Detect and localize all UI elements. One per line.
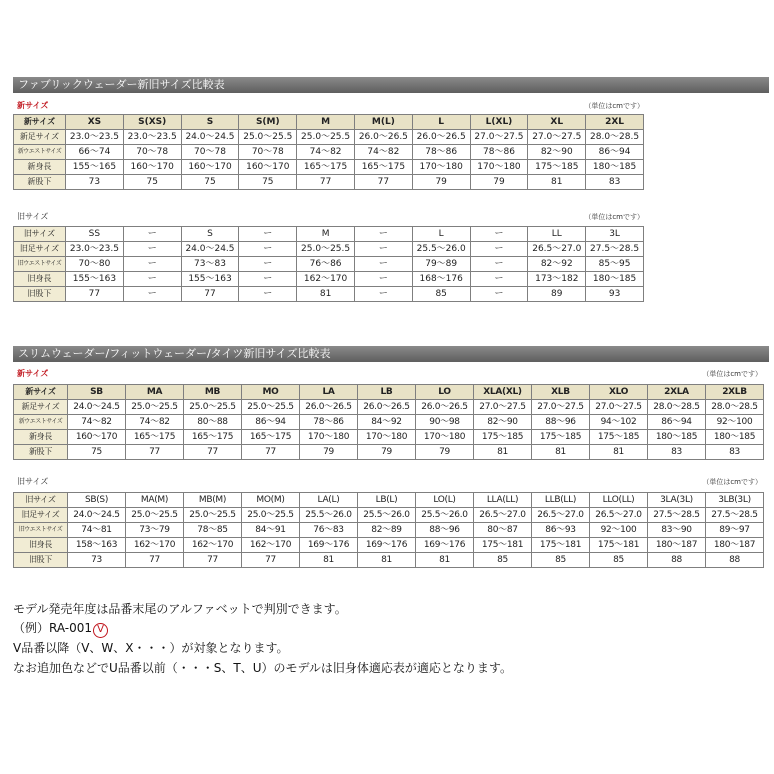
size-value-cell: 180～185 <box>706 430 764 445</box>
size-value-cell: 76～86 <box>297 257 355 272</box>
fabric-section-title: ファブリックウェーダー新旧サイズ比較表 <box>13 77 769 93</box>
size-value-cell: 175～185 <box>590 430 648 445</box>
size-value-cell: 28.0～28.5 <box>706 400 764 415</box>
size-value-cell: 77 <box>181 287 239 302</box>
size-value-cell: 175～185 <box>528 160 586 175</box>
size-value-cell: 155～165 <box>66 160 124 175</box>
size-value-cell: ー <box>123 287 181 302</box>
table-row <box>14 445 764 460</box>
size-value-cell: 74～82 <box>68 415 126 430</box>
row-label: 新身長 <box>14 430 68 445</box>
size-header-cell: LB(L) <box>358 493 416 508</box>
size-header-cell: SS <box>66 227 124 242</box>
size-value-cell: 170～180 <box>300 430 358 445</box>
row-label: 新ウエストサイズ <box>14 145 66 160</box>
size-value-cell: 25.0～25.5 <box>126 508 184 523</box>
size-header-cell: L <box>412 227 470 242</box>
size-value-cell: 162～170 <box>184 538 242 553</box>
size-value-cell: ー <box>470 272 528 287</box>
size-value-cell: 77 <box>126 553 184 568</box>
size-value-cell: 75 <box>181 175 239 190</box>
table-row <box>14 257 644 272</box>
size-header-cell: SB(S) <box>68 493 126 508</box>
slim-new-unit-note: （単位はcmです） <box>702 370 762 378</box>
size-value-cell: 81 <box>528 175 586 190</box>
size-value-cell: ー <box>354 287 412 302</box>
size-value-cell: 88 <box>706 553 764 568</box>
size-value-cell: ー <box>239 257 297 272</box>
size-value-cell: 27.0～27.5 <box>470 130 528 145</box>
size-value-cell: 180～185 <box>648 430 706 445</box>
size-header-cell: MO(M) <box>242 493 300 508</box>
size-value-cell: 75 <box>123 175 181 190</box>
row-label: 新股下 <box>14 445 68 460</box>
size-value-cell: 86～94 <box>648 415 706 430</box>
size-value-cell: ー <box>239 272 297 287</box>
size-header-cell: LLB(LL) <box>532 493 590 508</box>
size-value-cell: 169～176 <box>416 538 474 553</box>
fabric-old-size-label: 旧サイズ <box>17 212 49 221</box>
size-header-cell: LA <box>300 385 358 400</box>
row-label: 旧ウエストサイズ <box>14 257 66 272</box>
size-value-cell: 25.5～26.0 <box>416 508 474 523</box>
size-value-cell: 88～96 <box>532 415 590 430</box>
size-header-cell: LO <box>416 385 474 400</box>
size-header-cell: LA(L) <box>300 493 358 508</box>
slim-old-size-table <box>13 492 764 568</box>
size-header-cell: S(XS) <box>123 115 181 130</box>
size-header-cell: LLO(LL) <box>590 493 648 508</box>
size-value-cell: 77 <box>184 553 242 568</box>
size-value-cell: ー <box>354 242 412 257</box>
size-value-cell: 74～82 <box>126 415 184 430</box>
size-value-cell: 84～92 <box>358 415 416 430</box>
size-value-cell: 26.0～26.5 <box>300 400 358 415</box>
size-value-cell: 81 <box>590 445 648 460</box>
size-value-cell: 79 <box>470 175 528 190</box>
row-label: 旧身長 <box>14 272 66 287</box>
size-value-cell: 175～181 <box>532 538 590 553</box>
size-value-cell: 160～170 <box>239 160 297 175</box>
size-value-cell: 27.0～27.5 <box>590 400 648 415</box>
size-header-cell: LLA(LL) <box>474 493 532 508</box>
size-value-cell: 82～90 <box>528 145 586 160</box>
size-header-cell: XLB <box>532 385 590 400</box>
size-header-cell: LL <box>528 227 586 242</box>
size-value-cell: 155～163 <box>66 272 124 287</box>
size-header-cell: ー <box>470 227 528 242</box>
row-label: 新足サイズ <box>14 400 68 415</box>
slim-new-size-table <box>13 384 764 460</box>
size-value-cell: 74～82 <box>354 145 412 160</box>
size-value-cell: 25.0～25.5 <box>297 242 355 257</box>
table-row <box>14 287 644 302</box>
size-value-cell: 80～87 <box>474 523 532 538</box>
size-value-cell: 83 <box>586 175 644 190</box>
table-row <box>14 175 644 190</box>
size-value-cell: 162～170 <box>126 538 184 553</box>
table-row <box>14 508 764 523</box>
size-header-cell: XL <box>528 115 586 130</box>
size-value-cell: 25.0～25.5 <box>242 400 300 415</box>
size-header-cell: 2XL <box>586 115 644 130</box>
size-value-cell: 73～83 <box>181 257 239 272</box>
row-label: 旧股下 <box>14 287 66 302</box>
size-value-cell: 27.0～27.5 <box>528 130 586 145</box>
size-value-cell: 25.0～25.5 <box>184 400 242 415</box>
size-header-cell: 3LA(3L) <box>648 493 706 508</box>
size-value-cell: ー <box>239 287 297 302</box>
size-value-cell: 85 <box>590 553 648 568</box>
size-header-cell: M <box>297 115 355 130</box>
size-value-cell: 70～80 <box>66 257 124 272</box>
size-header-cell: S <box>181 115 239 130</box>
size-value-cell: 173～182 <box>528 272 586 287</box>
size-value-cell: 180～185 <box>586 160 644 175</box>
size-value-cell: 175～185 <box>532 430 590 445</box>
size-value-cell: 80～88 <box>184 415 242 430</box>
size-value-cell: 25.0～25.5 <box>297 130 355 145</box>
size-header-cell: L <box>412 115 470 130</box>
slim-old-size-label: 旧サイズ <box>17 477 49 486</box>
size-value-cell: 26.0～26.5 <box>354 130 412 145</box>
size-header-cell: 2XLA <box>648 385 706 400</box>
size-value-cell: 86～93 <box>532 523 590 538</box>
size-value-cell: 25.5～26.0 <box>412 242 470 257</box>
size-header-cell: MA <box>126 385 184 400</box>
circled-v-mark: V <box>93 623 108 638</box>
table-row <box>14 415 764 430</box>
size-value-cell: 76～83 <box>300 523 358 538</box>
table-row <box>14 130 644 145</box>
size-value-cell: 27.0～27.5 <box>474 400 532 415</box>
size-value-cell: 81 <box>532 445 590 460</box>
size-value-cell: 170～180 <box>412 160 470 175</box>
size-value-cell: 82～92 <box>528 257 586 272</box>
slim-old-unit-note: （単位はcmです） <box>702 478 762 486</box>
size-value-cell: 75 <box>239 175 297 190</box>
size-value-cell: 169～176 <box>300 538 358 553</box>
header-row-label: 旧サイズ <box>14 493 68 508</box>
size-value-cell: 82～89 <box>358 523 416 538</box>
size-header-cell: MO <box>242 385 300 400</box>
size-value-cell: ー <box>470 242 528 257</box>
table-row <box>14 430 764 445</box>
row-label: 新足サイズ <box>14 130 66 145</box>
size-header-cell: MB(M) <box>184 493 242 508</box>
note-line-4: なお追加色などでU品番以前（・・・S、T、U）のモデルは旧身体適応表が適応となります。 <box>13 661 512 675</box>
size-value-cell: 25.0～25.5 <box>184 508 242 523</box>
size-value-cell: 25.0～25.5 <box>242 508 300 523</box>
size-value-cell: 77 <box>242 445 300 460</box>
size-header-cell: LB <box>358 385 416 400</box>
slim-section-title: スリムウェーダー/フィットウェーダー/タイツ新旧サイズ比較表 <box>13 346 769 362</box>
table-row <box>14 553 764 568</box>
row-label: 新股下 <box>14 175 66 190</box>
size-value-cell: 175～181 <box>590 538 648 553</box>
fabric-old-size-table <box>13 226 644 302</box>
slim-new-size-label: 新サイズ <box>17 369 49 378</box>
size-value-cell: 23.0～23.5 <box>66 130 124 145</box>
size-value-cell: 27.5～28.5 <box>586 242 644 257</box>
row-label: 旧身長 <box>14 538 68 553</box>
size-value-cell: 85 <box>532 553 590 568</box>
size-value-cell: ー <box>123 257 181 272</box>
size-value-cell: 88 <box>648 553 706 568</box>
size-value-cell: 175～181 <box>474 538 532 553</box>
size-value-cell: 74～82 <box>297 145 355 160</box>
size-value-cell: 26.5～27.0 <box>590 508 648 523</box>
row-label: 旧ウエストサイズ <box>14 523 68 538</box>
size-value-cell: ー <box>123 272 181 287</box>
size-value-cell: 24.0～24.5 <box>181 242 239 257</box>
size-header-cell: XLO <box>590 385 648 400</box>
size-value-cell: 83～90 <box>648 523 706 538</box>
size-value-cell: 89～97 <box>706 523 764 538</box>
size-header-cell: ー <box>354 227 412 242</box>
size-value-cell: 23.0～23.5 <box>66 242 124 257</box>
row-label: 旧足サイズ <box>14 242 66 257</box>
size-value-cell: 25.5～26.0 <box>358 508 416 523</box>
table-row <box>14 523 764 538</box>
size-value-cell: 168～176 <box>412 272 470 287</box>
size-value-cell: 78～86 <box>412 145 470 160</box>
size-value-cell: 23.0～23.5 <box>123 130 181 145</box>
size-value-cell: 70～78 <box>123 145 181 160</box>
size-value-cell: 158～163 <box>68 538 126 553</box>
size-value-cell: 90～98 <box>416 415 474 430</box>
size-value-cell: 25.5～26.0 <box>300 508 358 523</box>
size-value-cell: 180～187 <box>706 538 764 553</box>
size-value-cell: 25.0～25.5 <box>126 400 184 415</box>
size-value-cell: 169～176 <box>358 538 416 553</box>
size-value-cell: 82～90 <box>474 415 532 430</box>
size-value-cell: 78～86 <box>470 145 528 160</box>
size-value-cell: 86～94 <box>586 145 644 160</box>
size-header-cell: LO(L) <box>416 493 474 508</box>
size-value-cell: 66～74 <box>66 145 124 160</box>
size-value-cell: 78～85 <box>184 523 242 538</box>
size-value-cell: 79 <box>412 175 470 190</box>
size-value-cell: 24.0～24.5 <box>181 130 239 145</box>
size-value-cell: 165～175 <box>126 430 184 445</box>
size-value-cell: ー <box>470 287 528 302</box>
size-value-cell: 160～170 <box>123 160 181 175</box>
size-value-cell: 28.0～28.5 <box>586 130 644 145</box>
size-value-cell: ー <box>470 257 528 272</box>
table-row <box>14 272 644 287</box>
size-value-cell: 81 <box>474 445 532 460</box>
size-value-cell: 160～170 <box>68 430 126 445</box>
note-line-2 <box>13 620 108 638</box>
size-header-cell: S <box>181 227 239 242</box>
size-header-cell: 3L <box>586 227 644 242</box>
size-value-cell: 94～102 <box>590 415 648 430</box>
note-line-1: モデル発売年度は品番末尾のアルファベットで判別できます。 <box>13 602 347 616</box>
size-value-cell: 84～91 <box>242 523 300 538</box>
size-value-cell: 70～78 <box>239 145 297 160</box>
size-value-cell: 74～81 <box>68 523 126 538</box>
size-value-cell: 77 <box>297 175 355 190</box>
size-header-cell: L(XL) <box>470 115 528 130</box>
size-value-cell: ー <box>123 242 181 257</box>
size-value-cell: 77 <box>354 175 412 190</box>
size-value-cell: 92～100 <box>590 523 648 538</box>
size-value-cell: 73 <box>66 175 124 190</box>
size-value-cell: 180～185 <box>586 272 644 287</box>
table-row <box>14 242 644 257</box>
size-value-cell: ー <box>354 257 412 272</box>
size-header-cell: M <box>297 227 355 242</box>
size-value-cell: 81 <box>300 553 358 568</box>
size-value-cell: 27.0～27.5 <box>532 400 590 415</box>
size-value-cell: 26.5～27.0 <box>532 508 590 523</box>
row-label: 新身長 <box>14 160 66 175</box>
size-value-cell: 77 <box>126 445 184 460</box>
size-value-cell: 160～170 <box>181 160 239 175</box>
size-value-cell: 77 <box>66 287 124 302</box>
size-value-cell: 81 <box>416 553 474 568</box>
row-label: 旧足サイズ <box>14 508 68 523</box>
size-value-cell: 165～175 <box>242 430 300 445</box>
size-header-cell: 2XLB <box>706 385 764 400</box>
size-value-cell: 86～94 <box>242 415 300 430</box>
table-row <box>14 538 764 553</box>
fabric-new-size-label: 新サイズ <box>17 101 49 110</box>
size-header-cell: M(L) <box>354 115 412 130</box>
size-value-cell: 79 <box>358 445 416 460</box>
size-value-cell: 25.0～25.5 <box>239 130 297 145</box>
size-header-cell: MA(M) <box>126 493 184 508</box>
size-value-cell: 81 <box>358 553 416 568</box>
size-value-cell: 85 <box>412 287 470 302</box>
size-value-cell: 27.5～28.5 <box>706 508 764 523</box>
size-value-cell: 26.5～27.0 <box>528 242 586 257</box>
size-header-cell: ー <box>239 227 297 242</box>
size-header-cell: S(M) <box>239 115 297 130</box>
size-value-cell: 162～170 <box>242 538 300 553</box>
size-value-cell: 81 <box>297 287 355 302</box>
size-value-cell: 77 <box>184 445 242 460</box>
size-value-cell: 77 <box>242 553 300 568</box>
size-value-cell: 79～89 <box>412 257 470 272</box>
size-header-cell: SB <box>68 385 126 400</box>
size-value-cell: 93 <box>586 287 644 302</box>
size-value-cell: 170～180 <box>470 160 528 175</box>
size-value-cell: 170～180 <box>416 430 474 445</box>
size-value-cell: 73～79 <box>126 523 184 538</box>
size-value-cell: 24.0～24.5 <box>68 400 126 415</box>
size-value-cell: 89 <box>528 287 586 302</box>
header-row-label: 新サイズ <box>14 385 68 400</box>
size-header-cell: XS <box>66 115 124 130</box>
size-value-cell: 83 <box>648 445 706 460</box>
size-value-cell: 165～175 <box>297 160 355 175</box>
size-value-cell: ー <box>239 242 297 257</box>
table-row <box>14 400 764 415</box>
size-value-cell: 155～163 <box>181 272 239 287</box>
size-value-cell: 170～180 <box>358 430 416 445</box>
note-example-prefix: （例）RA-001 <box>13 621 93 635</box>
size-value-cell: 175～185 <box>474 430 532 445</box>
size-value-cell: 26.0～26.5 <box>412 130 470 145</box>
size-value-cell: 28.0～28.5 <box>648 400 706 415</box>
fabric-old-unit-note: （単位はcmです） <box>584 213 644 221</box>
table-header-row <box>14 115 644 130</box>
size-value-cell: 165～175 <box>354 160 412 175</box>
table-row <box>14 160 644 175</box>
table-header-row <box>14 385 764 400</box>
size-value-cell: 92～100 <box>706 415 764 430</box>
size-value-cell: 83 <box>706 445 764 460</box>
fabric-new-unit-note: （単位はcmです） <box>584 102 644 110</box>
size-value-cell: 24.0～24.5 <box>68 508 126 523</box>
size-value-cell: 79 <box>300 445 358 460</box>
size-value-cell: 162～170 <box>297 272 355 287</box>
size-value-cell: 75 <box>68 445 126 460</box>
table-row <box>14 145 644 160</box>
size-value-cell: 180～187 <box>648 538 706 553</box>
size-header-cell: ー <box>123 227 181 242</box>
size-header-cell: 3LB(3L) <box>706 493 764 508</box>
size-value-cell: 27.5～28.5 <box>648 508 706 523</box>
size-value-cell: 26.5～27.0 <box>474 508 532 523</box>
header-row-label: 新サイズ <box>14 115 66 130</box>
size-value-cell: 85 <box>474 553 532 568</box>
size-value-cell: 70～78 <box>181 145 239 160</box>
row-label: 新ウエストサイズ <box>14 415 68 430</box>
fabric-new-size-table <box>13 114 644 190</box>
header-row-label: 旧サイズ <box>14 227 66 242</box>
note-line-3: V品番以降（V、W、X・・・）が対象となります。 <box>13 641 289 655</box>
size-value-cell: 26.0～26.5 <box>416 400 474 415</box>
size-value-cell: 165～175 <box>184 430 242 445</box>
size-value-cell: 26.0～26.5 <box>358 400 416 415</box>
size-header-cell: MB <box>184 385 242 400</box>
size-value-cell: 88～96 <box>416 523 474 538</box>
size-value-cell: 79 <box>416 445 474 460</box>
size-value-cell: ー <box>354 272 412 287</box>
row-label: 旧股下 <box>14 553 68 568</box>
table-header-row <box>14 493 764 508</box>
table-header-row <box>14 227 644 242</box>
size-value-cell: 85～95 <box>586 257 644 272</box>
size-header-cell: XLA(XL) <box>474 385 532 400</box>
size-value-cell: 78～86 <box>300 415 358 430</box>
size-value-cell: 73 <box>68 553 126 568</box>
